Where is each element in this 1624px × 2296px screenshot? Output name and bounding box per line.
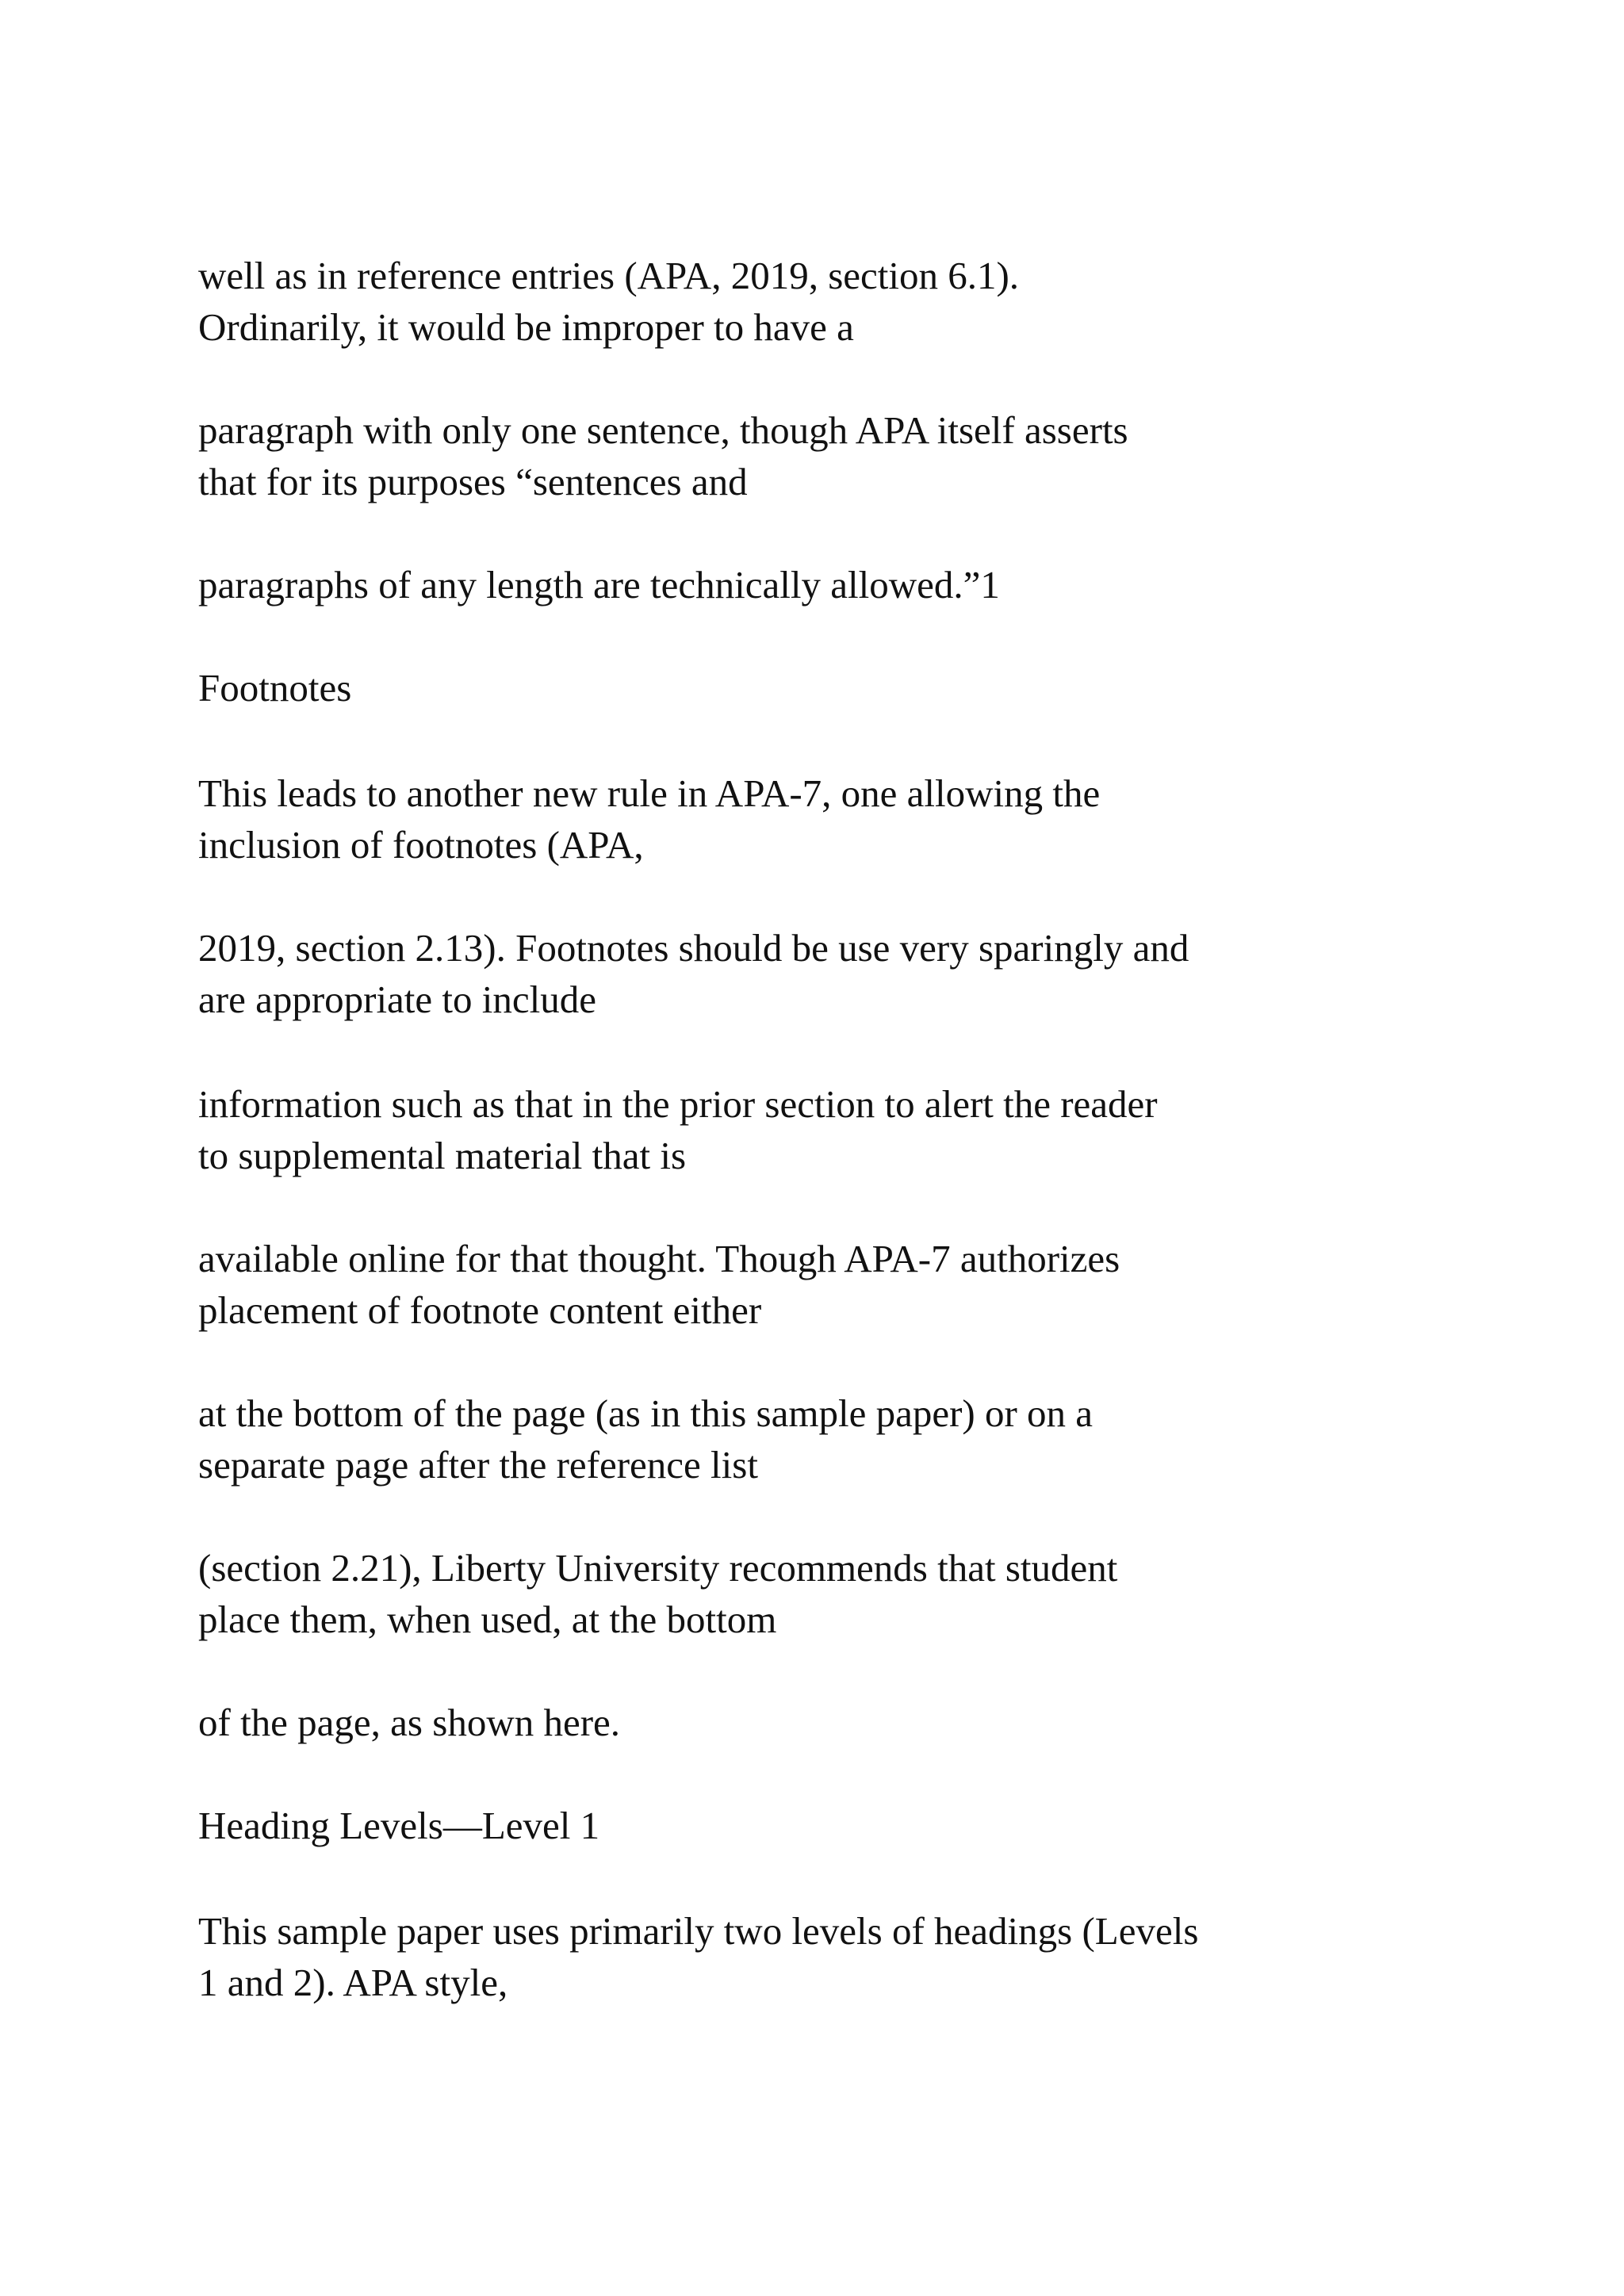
text-line: that for its purposes “sentences and <box>198 460 748 503</box>
text-line: paragraph with only one sentence, though APA itself asserts <box>198 408 1128 452</box>
text-line: inclusion of footnotes (APA, <box>198 823 644 867</box>
text-line: Ordinarily, it would be improper to have a <box>198 305 854 349</box>
text-line: placement of footnote content either <box>198 1288 762 1332</box>
text-line: separate page after the reference list <box>198 1443 758 1487</box>
text-line: to supplemental material that is <box>198 1134 687 1177</box>
paragraph-reference-entries <box>198 250 1019 353</box>
text-line: available online for that thought. Though APA-7 authorizes <box>198 1237 1120 1280</box>
text-line: This leads to another new rule in APA-7, one allowing the <box>198 771 1101 815</box>
text-line: paragraphs of any length are technically allowed.”1 <box>198 563 1000 607</box>
paragraph-new-rule <box>198 767 1100 871</box>
text-line: place them, when used, at the bottom <box>198 1598 777 1641</box>
text-line: This sample paper uses primarily two levels of headings (Levels <box>198 1909 1199 1953</box>
section-heading-levels <box>198 1800 599 1851</box>
paragraph-bottom-of-page <box>198 1387 1093 1490</box>
text-line: of the page, as shown here. <box>198 1701 621 1744</box>
heading-text: Heading Levels—Level 1 <box>198 1804 600 1847</box>
text-line: well as in reference entries (APA, 2019, section 6.1). <box>198 254 1020 297</box>
paragraph-any-length <box>198 559 1000 610</box>
text-line: are appropriate to include <box>198 978 597 1021</box>
section-heading-footnotes <box>198 662 351 714</box>
paragraph-alert-reader <box>198 1078 1158 1181</box>
text-line: information such as that in the prior section to alert the reader <box>198 1082 1158 1126</box>
paragraph-use-sparingly <box>198 922 1189 1025</box>
paragraph-one-sentence <box>198 404 1128 507</box>
text-line: at the bottom of the page (as in this sample paper) or on a <box>198 1391 1094 1435</box>
text-line: (section 2.21), Liberty University recommends that student <box>198 1546 1118 1590</box>
paragraph-two-levels <box>198 1905 1198 2008</box>
text-line: 1 and 2). APA style, <box>198 1961 508 2004</box>
text-line: 2019, section 2.13). Footnotes should be use very sparingly and <box>198 926 1189 970</box>
paragraph-available-online <box>198 1233 1120 1336</box>
paragraph-shown-here <box>198 1697 620 1748</box>
heading-text: Footnotes <box>198 666 352 710</box>
paragraph-liberty-recommends <box>198 1542 1117 1645</box>
